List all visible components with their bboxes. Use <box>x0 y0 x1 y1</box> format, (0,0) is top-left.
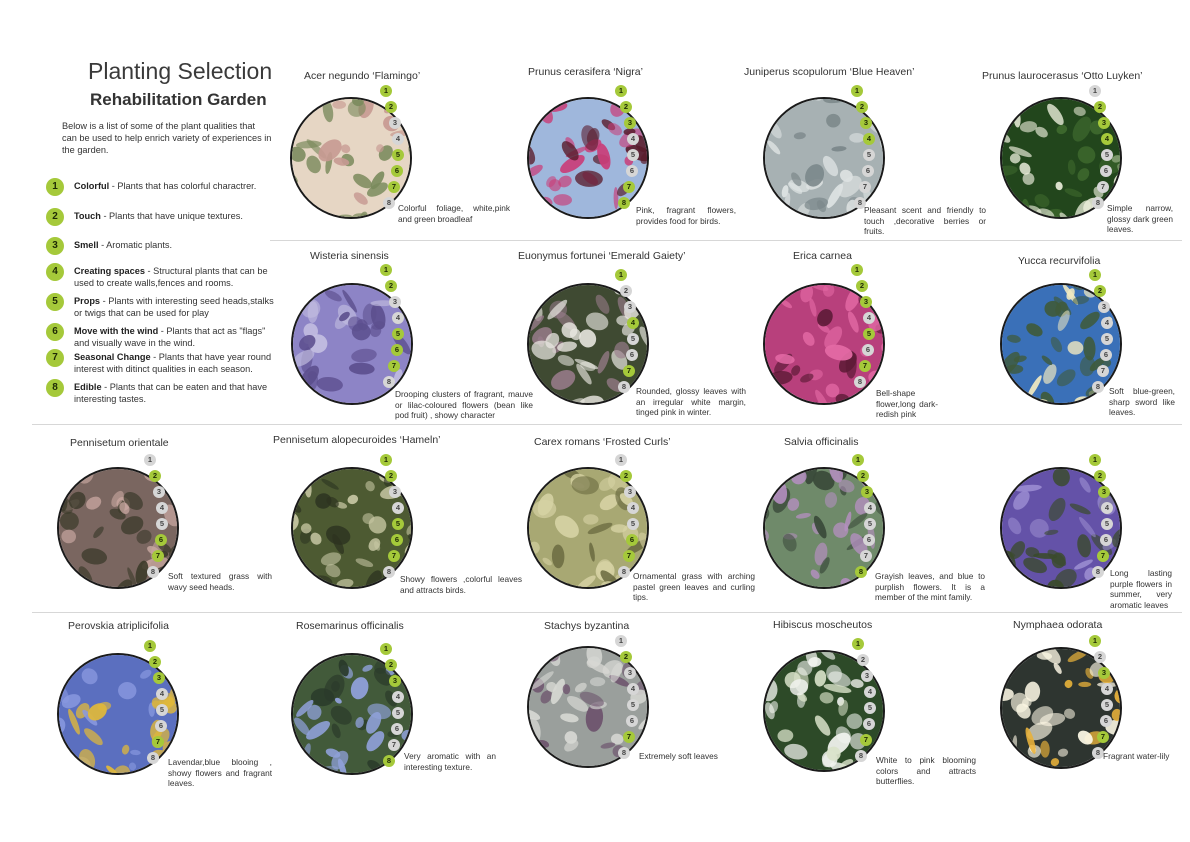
photo-texture-blob <box>168 658 177 680</box>
legend-number-badge: 7 <box>46 349 64 367</box>
quality-badge-6: 6 <box>391 723 403 735</box>
quality-badge-2: 2 <box>385 659 397 671</box>
quality-badge-4: 4 <box>627 502 639 514</box>
plant-description: Colorful foliage, white,pink and green broadleaf <box>398 203 510 224</box>
quality-badge-2: 2 <box>857 654 869 666</box>
quality-badge-7: 7 <box>152 550 164 562</box>
legend-text <box>74 325 279 349</box>
quality-badge-7: 7 <box>388 739 400 751</box>
quality-badge-6: 6 <box>391 534 403 546</box>
plant-description: Very aromatic with an interesting texture. <box>404 751 496 772</box>
legend-number-badge: 2 <box>46 208 64 226</box>
legend-description: - Plants that can be eaten and that have interesting tastes. <box>74 382 268 404</box>
quality-badge-4: 4 <box>627 683 639 695</box>
quality-badge-6: 6 <box>391 344 403 356</box>
legend-number-badge: 8 <box>46 379 64 397</box>
quality-badge-8: 8 <box>1092 747 1104 759</box>
quality-badge-3: 3 <box>624 486 636 498</box>
quality-badge-8: 8 <box>618 197 630 209</box>
photo-texture-blob <box>394 109 410 117</box>
quality-badge-7: 7 <box>623 181 635 193</box>
plant-name: Nymphaea odorata <box>1013 619 1103 631</box>
quality-badge-7: 7 <box>1097 731 1109 743</box>
quality-badge-7: 7 <box>623 550 635 562</box>
legend-term: Seasonal Change <box>74 352 151 362</box>
quality-badge-4: 4 <box>392 691 404 703</box>
quality-badge-6: 6 <box>863 534 875 546</box>
quality-badge-3: 3 <box>860 117 872 129</box>
quality-badge-7: 7 <box>1097 550 1109 562</box>
quality-badge-4: 4 <box>156 502 168 514</box>
quality-badge-7: 7 <box>860 734 872 746</box>
quality-badge-2: 2 <box>149 656 161 668</box>
quality-badge-6: 6 <box>1100 349 1112 361</box>
intro-text: Below is a list of some of the plant qualities that can be used to help enrich variety of experiences in the garden. <box>62 121 272 155</box>
legend-term: Smell <box>74 240 99 250</box>
plant-name: Wisteria sinensis <box>310 250 389 262</box>
legend-text <box>74 381 279 405</box>
quality-badge-8: 8 <box>383 376 395 388</box>
photo-texture-blob <box>1006 765 1024 767</box>
quality-badge-2: 2 <box>620 470 632 482</box>
quality-badge-3: 3 <box>1098 117 1110 129</box>
quality-badge-6: 6 <box>1100 715 1112 727</box>
quality-badge-8: 8 <box>383 566 395 578</box>
legend-number-badge: 6 <box>46 323 64 341</box>
quality-badge-1: 1 <box>380 454 392 466</box>
photo-texture-blob <box>67 753 75 766</box>
quality-badge-1: 1 <box>144 640 156 652</box>
quality-badge-5: 5 <box>1101 149 1113 161</box>
plant-description: Fragrant water-lily <box>1103 751 1170 761</box>
legend-text <box>74 180 279 192</box>
plant-name: Stachys byzantina <box>544 620 630 632</box>
quality-badge-2: 2 <box>1094 470 1106 482</box>
photo-texture-blob <box>765 306 768 319</box>
quality-badge-1: 1 <box>1089 269 1101 281</box>
quality-badge-4: 4 <box>864 502 876 514</box>
legend-text <box>74 295 279 319</box>
quality-badge-1: 1 <box>852 454 864 466</box>
quality-badge-4: 4 <box>392 312 404 324</box>
plant-description: Long lasting purple flowers in summer, very aromatic leaves <box>1110 568 1172 610</box>
quality-badge-1: 1 <box>852 638 864 650</box>
photo-texture-blob <box>167 477 177 486</box>
quality-badge-3: 3 <box>624 301 636 313</box>
legend-term: Creating spaces <box>74 266 145 276</box>
photo-texture-blob <box>332 101 346 109</box>
quality-badge-3: 3 <box>624 117 636 129</box>
photo-texture-blob <box>300 205 314 217</box>
quality-badge-6: 6 <box>863 718 875 730</box>
photo-texture-blob <box>1078 682 1091 687</box>
plant-description: Pink, fragrant flowers, provides food for birds. <box>636 205 736 226</box>
quality-badge-4: 4 <box>1101 133 1113 145</box>
quality-badge-5: 5 <box>392 328 404 340</box>
quality-badge-8: 8 <box>618 747 630 759</box>
quality-badge-1: 1 <box>380 264 392 276</box>
quality-badge-6: 6 <box>626 715 638 727</box>
quality-badge-5: 5 <box>392 149 404 161</box>
plant-description: Bell-shape flower,long dark-redish pink <box>876 388 938 419</box>
quality-badge-8: 8 <box>618 381 630 393</box>
photo-texture-blob <box>766 382 780 401</box>
quality-badge-1: 1 <box>615 635 627 647</box>
quality-badge-5: 5 <box>156 518 168 530</box>
quality-badge-6: 6 <box>1100 534 1112 546</box>
quality-badge-6: 6 <box>862 165 874 177</box>
quality-badge-6: 6 <box>1100 165 1112 177</box>
plant-name: Salvia officinalis <box>784 436 859 448</box>
photo-texture-blob <box>765 757 784 766</box>
quality-badge-8: 8 <box>855 750 867 762</box>
quality-badge-5: 5 <box>864 518 876 530</box>
quality-badge-2: 2 <box>856 280 868 292</box>
quality-badge-3: 3 <box>1098 301 1110 313</box>
quality-badge-1: 1 <box>851 85 863 97</box>
legend-description: - Structural plants that can be used to create walls,fences and rooms. <box>74 266 268 288</box>
photo-texture-blob <box>1011 573 1020 581</box>
photo-texture-blob <box>174 737 177 751</box>
quality-badge-6: 6 <box>391 165 403 177</box>
quality-badge-3: 3 <box>1098 486 1110 498</box>
quality-badge-6: 6 <box>626 165 638 177</box>
quality-badge-5: 5 <box>863 328 875 340</box>
quality-badge-8: 8 <box>383 755 395 767</box>
quality-badge-5: 5 <box>627 699 639 711</box>
legend-term: Props <box>74 296 101 306</box>
legend-description: - Plants that have unique textures. <box>100 211 243 221</box>
page-title: Planting Selection <box>88 58 273 84</box>
quality-badge-2: 2 <box>149 470 161 482</box>
plant-description: Ornamental grass with arching pastel green leaves and curling tips. <box>633 571 755 602</box>
plant-name: Yucca recurvifolia <box>1018 255 1101 267</box>
quality-badge-2: 2 <box>856 101 868 113</box>
legend-term: Edible <box>74 382 102 392</box>
photo-texture-blob <box>873 107 883 122</box>
row-divider <box>270 240 1182 241</box>
quality-badge-1: 1 <box>144 454 156 466</box>
quality-badge-3: 3 <box>389 486 401 498</box>
plant-description: Lavendar,blue blooing , showy flowers and fragrant leaves. <box>168 757 272 788</box>
legend-description: - Plants that have year round interest with ditinct qualities in each season. <box>74 352 272 374</box>
plant-name: Juniperus scopulorum ‘Blue Heaven’ <box>744 66 915 78</box>
quality-badge-8: 8 <box>1092 381 1104 393</box>
photo-texture-blob <box>405 304 411 318</box>
legend-number-badge: 5 <box>46 293 64 311</box>
quality-badge-1: 1 <box>1089 85 1101 97</box>
quality-badge-5: 5 <box>627 149 639 161</box>
quality-badge-4: 4 <box>1101 683 1113 695</box>
quality-badge-7: 7 <box>860 550 872 562</box>
quality-badge-1: 1 <box>615 85 627 97</box>
quality-badge-8: 8 <box>147 752 159 764</box>
quality-badge-3: 3 <box>861 670 873 682</box>
quality-badge-7: 7 <box>388 550 400 562</box>
plant-description: Soft textured grass with wavy seed heads. <box>168 571 272 592</box>
row-divider <box>32 612 1182 613</box>
quality-badge-5: 5 <box>1101 699 1113 711</box>
quality-badge-3: 3 <box>153 672 165 684</box>
plant-name: Pennisetum orientale <box>70 437 169 449</box>
quality-badge-3: 3 <box>389 675 401 687</box>
legend-description: - Plants that act as "flags" and visually wave in the wind. <box>74 326 266 348</box>
quality-badge-4: 4 <box>863 133 875 145</box>
quality-badge-7: 7 <box>1097 181 1109 193</box>
photo-texture-blob <box>1104 475 1115 480</box>
quality-badge-8: 8 <box>147 566 159 578</box>
plant-name: Prunus cerasifera ‘Nigra’ <box>528 66 643 78</box>
legend-text <box>74 351 279 375</box>
plant-name: Erica carnea <box>793 250 852 262</box>
quality-badge-1: 1 <box>380 643 392 655</box>
quality-badge-2: 2 <box>620 651 632 663</box>
quality-badge-4: 4 <box>1101 502 1113 514</box>
quality-badge-1: 1 <box>615 454 627 466</box>
quality-badge-7: 7 <box>1097 365 1109 377</box>
quality-badge-5: 5 <box>156 704 168 716</box>
plant-description: Grayish leaves, and blue to purplish flowers. It is a member of the mint family. <box>875 571 985 602</box>
quality-badge-5: 5 <box>863 149 875 161</box>
plant-description: Drooping clusters of fragrant, mauve or lilac-coloured flowers (bean like pod fruit) , showy character <box>395 389 533 420</box>
quality-badge-3: 3 <box>1098 667 1110 679</box>
quality-badge-2: 2 <box>1094 101 1106 113</box>
row-divider <box>32 424 1182 425</box>
quality-badge-7: 7 <box>388 360 400 372</box>
quality-badge-6: 6 <box>626 349 638 361</box>
quality-badge-6: 6 <box>155 720 167 732</box>
plant-name: Euonymus fortunei ‘Emerald Gaiety’ <box>518 250 686 262</box>
legend-text <box>74 210 279 222</box>
photo-texture-blob <box>765 296 774 307</box>
legend-term: Touch <box>74 211 101 221</box>
plant-name: Acer negundo ‘Flamingo’ <box>304 70 421 82</box>
plant-description: White to pink blooming colors and attracts butterflies. <box>876 755 976 786</box>
quality-badge-2: 2 <box>857 470 869 482</box>
quality-badge-3: 3 <box>389 296 401 308</box>
legend-term: Colorful <box>74 181 110 191</box>
legend-text <box>74 265 279 289</box>
quality-badge-1: 1 <box>380 85 392 97</box>
quality-badge-7: 7 <box>152 736 164 748</box>
quality-badge-8: 8 <box>854 197 866 209</box>
quality-badge-2: 2 <box>620 285 632 297</box>
quality-badge-3: 3 <box>624 667 636 679</box>
quality-badge-8: 8 <box>618 566 630 578</box>
quality-badge-3: 3 <box>861 486 873 498</box>
quality-badge-3: 3 <box>153 486 165 498</box>
quality-badge-3: 3 <box>389 117 401 129</box>
photo-texture-blob <box>317 584 333 587</box>
quality-badge-5: 5 <box>1101 518 1113 530</box>
quality-badge-4: 4 <box>627 317 639 329</box>
plant-name: Carex romans ‘Frosted Curls’ <box>534 436 671 448</box>
legend-term: Move with the wind <box>74 326 159 336</box>
legend-text <box>74 239 279 251</box>
quality-badge-5: 5 <box>627 333 639 345</box>
quality-badge-8: 8 <box>1092 197 1104 209</box>
quality-badge-2: 2 <box>385 101 397 113</box>
quality-badge-8: 8 <box>855 566 867 578</box>
legend-number-badge: 1 <box>46 178 64 196</box>
plant-description: Simple narrow, glossy dark green leaves. <box>1107 203 1173 234</box>
quality-badge-6: 6 <box>862 344 874 356</box>
quality-badge-1: 1 <box>1089 635 1101 647</box>
quality-badge-8: 8 <box>383 197 395 209</box>
page-subtitle: Rehabilitation Garden <box>90 90 267 109</box>
quality-badge-5: 5 <box>864 702 876 714</box>
quality-badge-7: 7 <box>859 360 871 372</box>
legend-description: - Plants with interesting seed heads,stalks or twigs that can be used for play <box>74 296 274 318</box>
quality-badge-4: 4 <box>392 502 404 514</box>
quality-badge-4: 4 <box>864 686 876 698</box>
quality-badge-2: 2 <box>385 280 397 292</box>
quality-badge-7: 7 <box>859 181 871 193</box>
plant-name: Perovskia atriplicifolia <box>68 620 169 632</box>
plant-name: Prunus laurocerasus ‘Otto Luyken’ <box>982 70 1143 82</box>
quality-badge-7: 7 <box>623 365 635 377</box>
quality-badge-7: 7 <box>388 181 400 193</box>
plant-name: Hibiscus moscheutos <box>773 619 873 631</box>
quality-badge-4: 4 <box>627 133 639 145</box>
photo-texture-blob <box>170 661 177 682</box>
plant-description: Extremely soft leaves <box>639 751 718 761</box>
quality-badge-8: 8 <box>1092 566 1104 578</box>
plant-description: Rounded, glossy leaves with an irregular white margin, tinged pink in winter. <box>636 386 746 417</box>
quality-badge-2: 2 <box>385 470 397 482</box>
legend-number-badge: 3 <box>46 237 64 255</box>
quality-badge-1: 1 <box>615 269 627 281</box>
quality-badge-1: 1 <box>851 264 863 276</box>
plant-description: Soft blue-green, sharp sword like leaves. <box>1109 386 1175 417</box>
quality-badge-2: 2 <box>1094 651 1106 663</box>
quality-badge-6: 6 <box>626 534 638 546</box>
plant-description: Showy flowers ,colorful leaves and attracts birds. <box>400 574 522 595</box>
quality-badge-5: 5 <box>627 518 639 530</box>
quality-badge-4: 4 <box>156 688 168 700</box>
quality-badge-1: 1 <box>1089 454 1101 466</box>
quality-badge-3: 3 <box>860 296 872 308</box>
plant-description: Pleasant scent and friendly to touch ,decorative berries or fruits. <box>864 205 986 236</box>
plant-name: Rosemarinus officinalis <box>296 620 404 632</box>
quality-badge-7: 7 <box>623 731 635 743</box>
legend-description: - Plants that has colorful charactrer. <box>109 181 257 191</box>
quality-badge-8: 8 <box>854 376 866 388</box>
quality-badge-2: 2 <box>620 101 632 113</box>
quality-badge-5: 5 <box>1101 333 1113 345</box>
quality-badge-5: 5 <box>392 707 404 719</box>
legend-description: - Aromatic plants. <box>98 240 173 250</box>
plant-name: Pennisetum alopecuroides ‘Hameln’ <box>273 434 441 446</box>
quality-badge-4: 4 <box>1101 317 1113 329</box>
quality-badge-4: 4 <box>863 312 875 324</box>
quality-badge-4: 4 <box>392 133 404 145</box>
quality-badge-2: 2 <box>1094 285 1106 297</box>
quality-badge-5: 5 <box>392 518 404 530</box>
legend-number-badge: 4 <box>46 263 64 281</box>
quality-badge-6: 6 <box>155 534 167 546</box>
